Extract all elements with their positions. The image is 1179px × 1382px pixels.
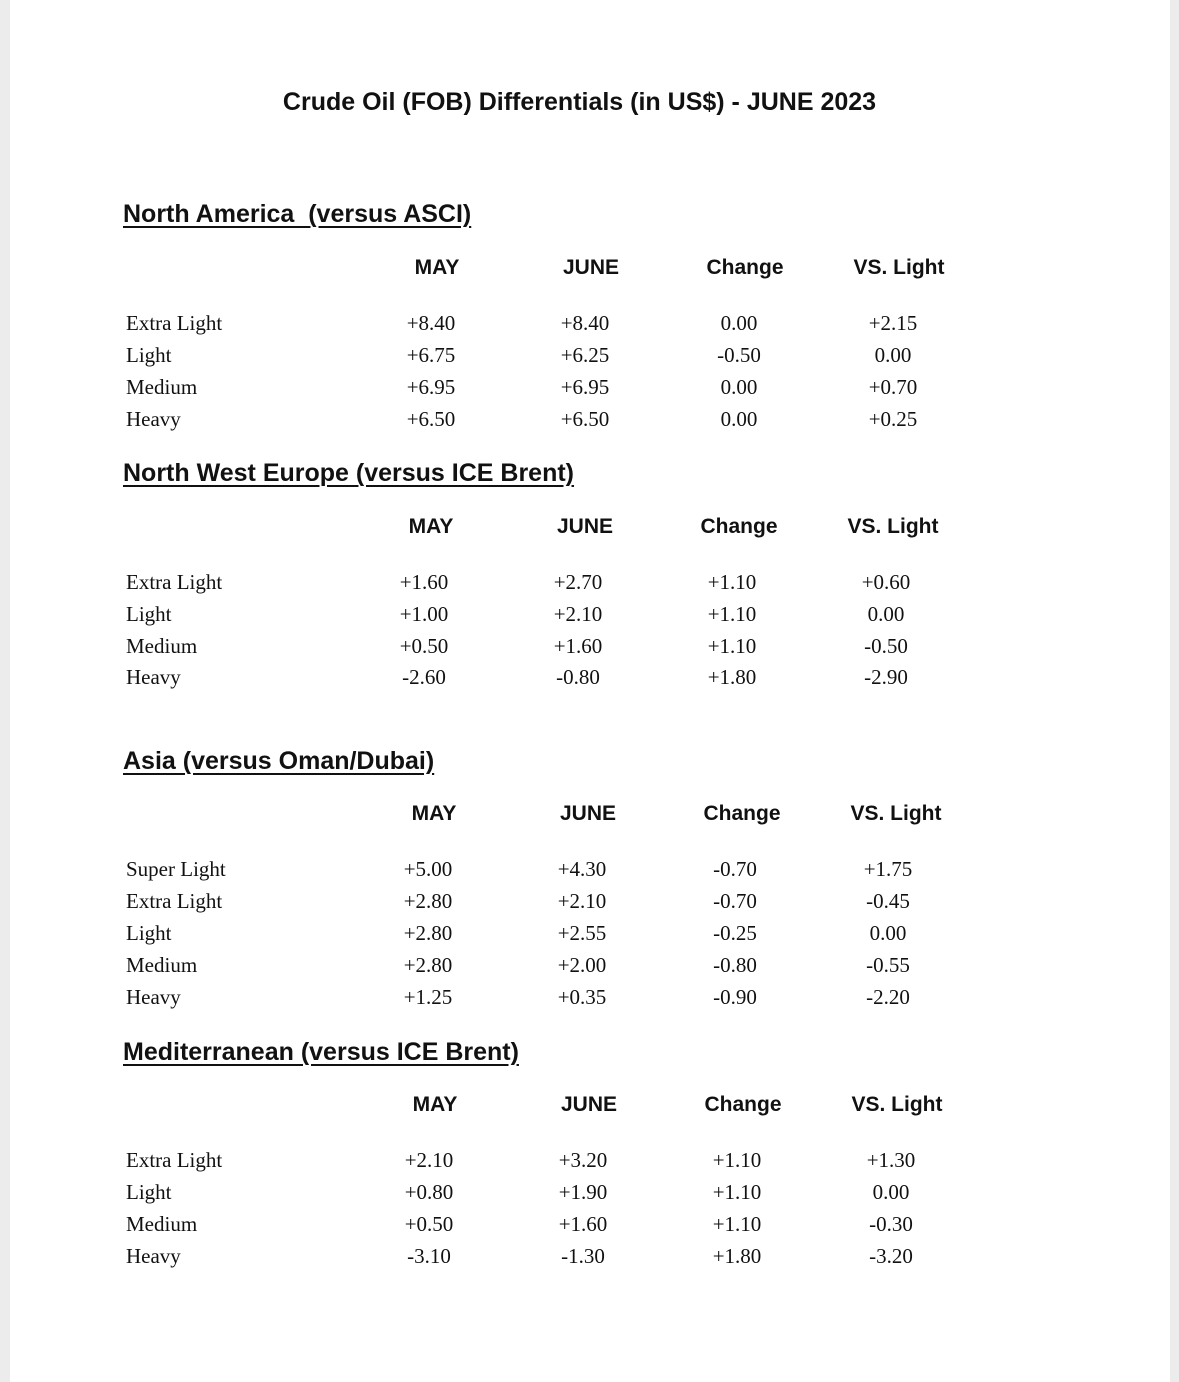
row-label: Medium [126,1212,198,1236]
table-cell: +1.80 [707,665,757,689]
table-cell: +1.10 [707,570,757,594]
table-cell: +6.95 [560,375,610,399]
column-header: VS. Light [847,515,939,538]
table-cell: +1.75 [863,857,913,881]
table-cell: +8.40 [406,311,456,335]
column-header: MAY [412,1093,458,1116]
table-cell: +0.35 [557,985,607,1009]
row-label: Extra Light [126,570,223,594]
table-cell: +2.80 [403,953,453,977]
column-header: JUNE [562,256,620,279]
table-cell: 0.00 [720,311,758,335]
table-cell: -0.80 [713,953,757,977]
table-cell: -2.60 [402,665,446,689]
column-header: Change [703,802,781,825]
row-label: Extra Light [126,311,223,335]
table-cell: -1.30 [561,1244,605,1268]
table-cell: +2.55 [557,921,607,945]
table-cell: 0.00 [867,602,905,626]
row-label: Light [126,343,172,367]
table-cell: -0.30 [869,1212,913,1236]
table-cell: -0.70 [713,889,757,913]
table-cell: +5.00 [403,857,453,881]
table-cell: +2.15 [868,311,918,335]
table-cell: +1.25 [403,985,453,1009]
table-cell: -0.70 [713,857,757,881]
column-header: MAY [414,256,460,279]
table-cell: -2.90 [864,665,908,689]
table-cell: +6.95 [406,375,456,399]
row-label: Heavy [126,985,181,1009]
table-cell: +0.25 [868,407,918,431]
table-cell: +1.10 [707,634,757,658]
row-label: Heavy [126,665,181,689]
table-cell: +2.10 [557,889,607,913]
column-header: MAY [411,802,457,825]
row-label: Light [126,921,172,945]
column-header: VS. Light [851,1093,943,1116]
table-cell: +2.80 [403,921,453,945]
table-cell: +6.25 [560,343,610,367]
table-cell: 0.00 [869,921,907,945]
table-cell: -0.90 [713,985,757,1009]
table-cell: +1.30 [866,1148,916,1172]
page-title: Crude Oil (FOB) Differentials (in US$) - JUNE 2023 [282,88,877,116]
table-cell: +1.10 [707,602,757,626]
table-cell: -3.20 [869,1244,913,1268]
table-cell: +4.30 [557,857,607,881]
column-header: Change [704,1093,782,1116]
section-title: Asia (versus Oman/Dubai) [123,747,435,775]
section-title: North America (versus ASCI) [123,200,472,228]
table-cell: +1.60 [399,570,449,594]
table-cell: +1.10 [712,1148,762,1172]
table-cell: -0.45 [866,889,910,913]
section-title: North West Europe (versus ICE Brent) [123,459,575,487]
table-cell: +6.50 [406,407,456,431]
table-cell: -2.20 [866,985,910,1009]
table-cell: +0.50 [399,634,449,658]
column-header: VS. Light [850,802,942,825]
row-label: Super Light [126,857,226,881]
table-cell: -0.50 [717,343,761,367]
table-cell: +6.75 [406,343,456,367]
row-label: Light [126,1180,172,1204]
column-header: VS. Light [853,256,945,279]
table-cell: 0.00 [872,1180,910,1204]
table-cell: +1.00 [399,602,449,626]
row-label: Medium [126,634,198,658]
table-cell: -3.10 [407,1244,451,1268]
table-cell: +2.10 [553,602,603,626]
table-cell: +2.10 [404,1148,454,1172]
table-cell: +3.20 [558,1148,608,1172]
column-header: JUNE [556,515,614,538]
table-cell: +1.90 [558,1180,608,1204]
table-cell: +6.50 [560,407,610,431]
table-cell: +1.10 [712,1180,762,1204]
table-cell: +1.80 [712,1244,762,1268]
table-cell: 0.00 [720,407,758,431]
table-cell: 0.00 [720,375,758,399]
table-cell: +0.60 [861,570,911,594]
table-cell: +1.60 [558,1212,608,1236]
table-cell: -0.50 [864,634,908,658]
table-cell: +2.70 [553,570,603,594]
row-label: Heavy [126,1244,181,1268]
row-label: Medium [126,953,198,977]
table-cell: -0.25 [713,921,757,945]
row-label: Extra Light [126,889,223,913]
table-cell: -0.80 [556,665,600,689]
section-title: Mediterranean (versus ICE Brent) [123,1038,519,1066]
table-cell: -0.55 [866,953,910,977]
column-header: Change [706,256,784,279]
row-label: Extra Light [126,1148,223,1172]
row-label: Medium [126,375,198,399]
column-header: Change [700,515,778,538]
row-label: Heavy [126,407,181,431]
table-cell: +0.70 [868,375,918,399]
row-label: Light [126,602,172,626]
table-cell: +1.10 [712,1212,762,1236]
table-cell: +2.00 [557,953,607,977]
column-header: MAY [408,515,454,538]
table-cell: +8.40 [560,311,610,335]
column-header: JUNE [559,802,617,825]
table-cell: +1.60 [553,634,603,658]
table-cell: +0.50 [404,1212,454,1236]
table-cell: 0.00 [874,343,912,367]
table-cell: +0.80 [404,1180,454,1204]
column-header: JUNE [560,1093,618,1116]
table-cell: +2.80 [403,889,453,913]
